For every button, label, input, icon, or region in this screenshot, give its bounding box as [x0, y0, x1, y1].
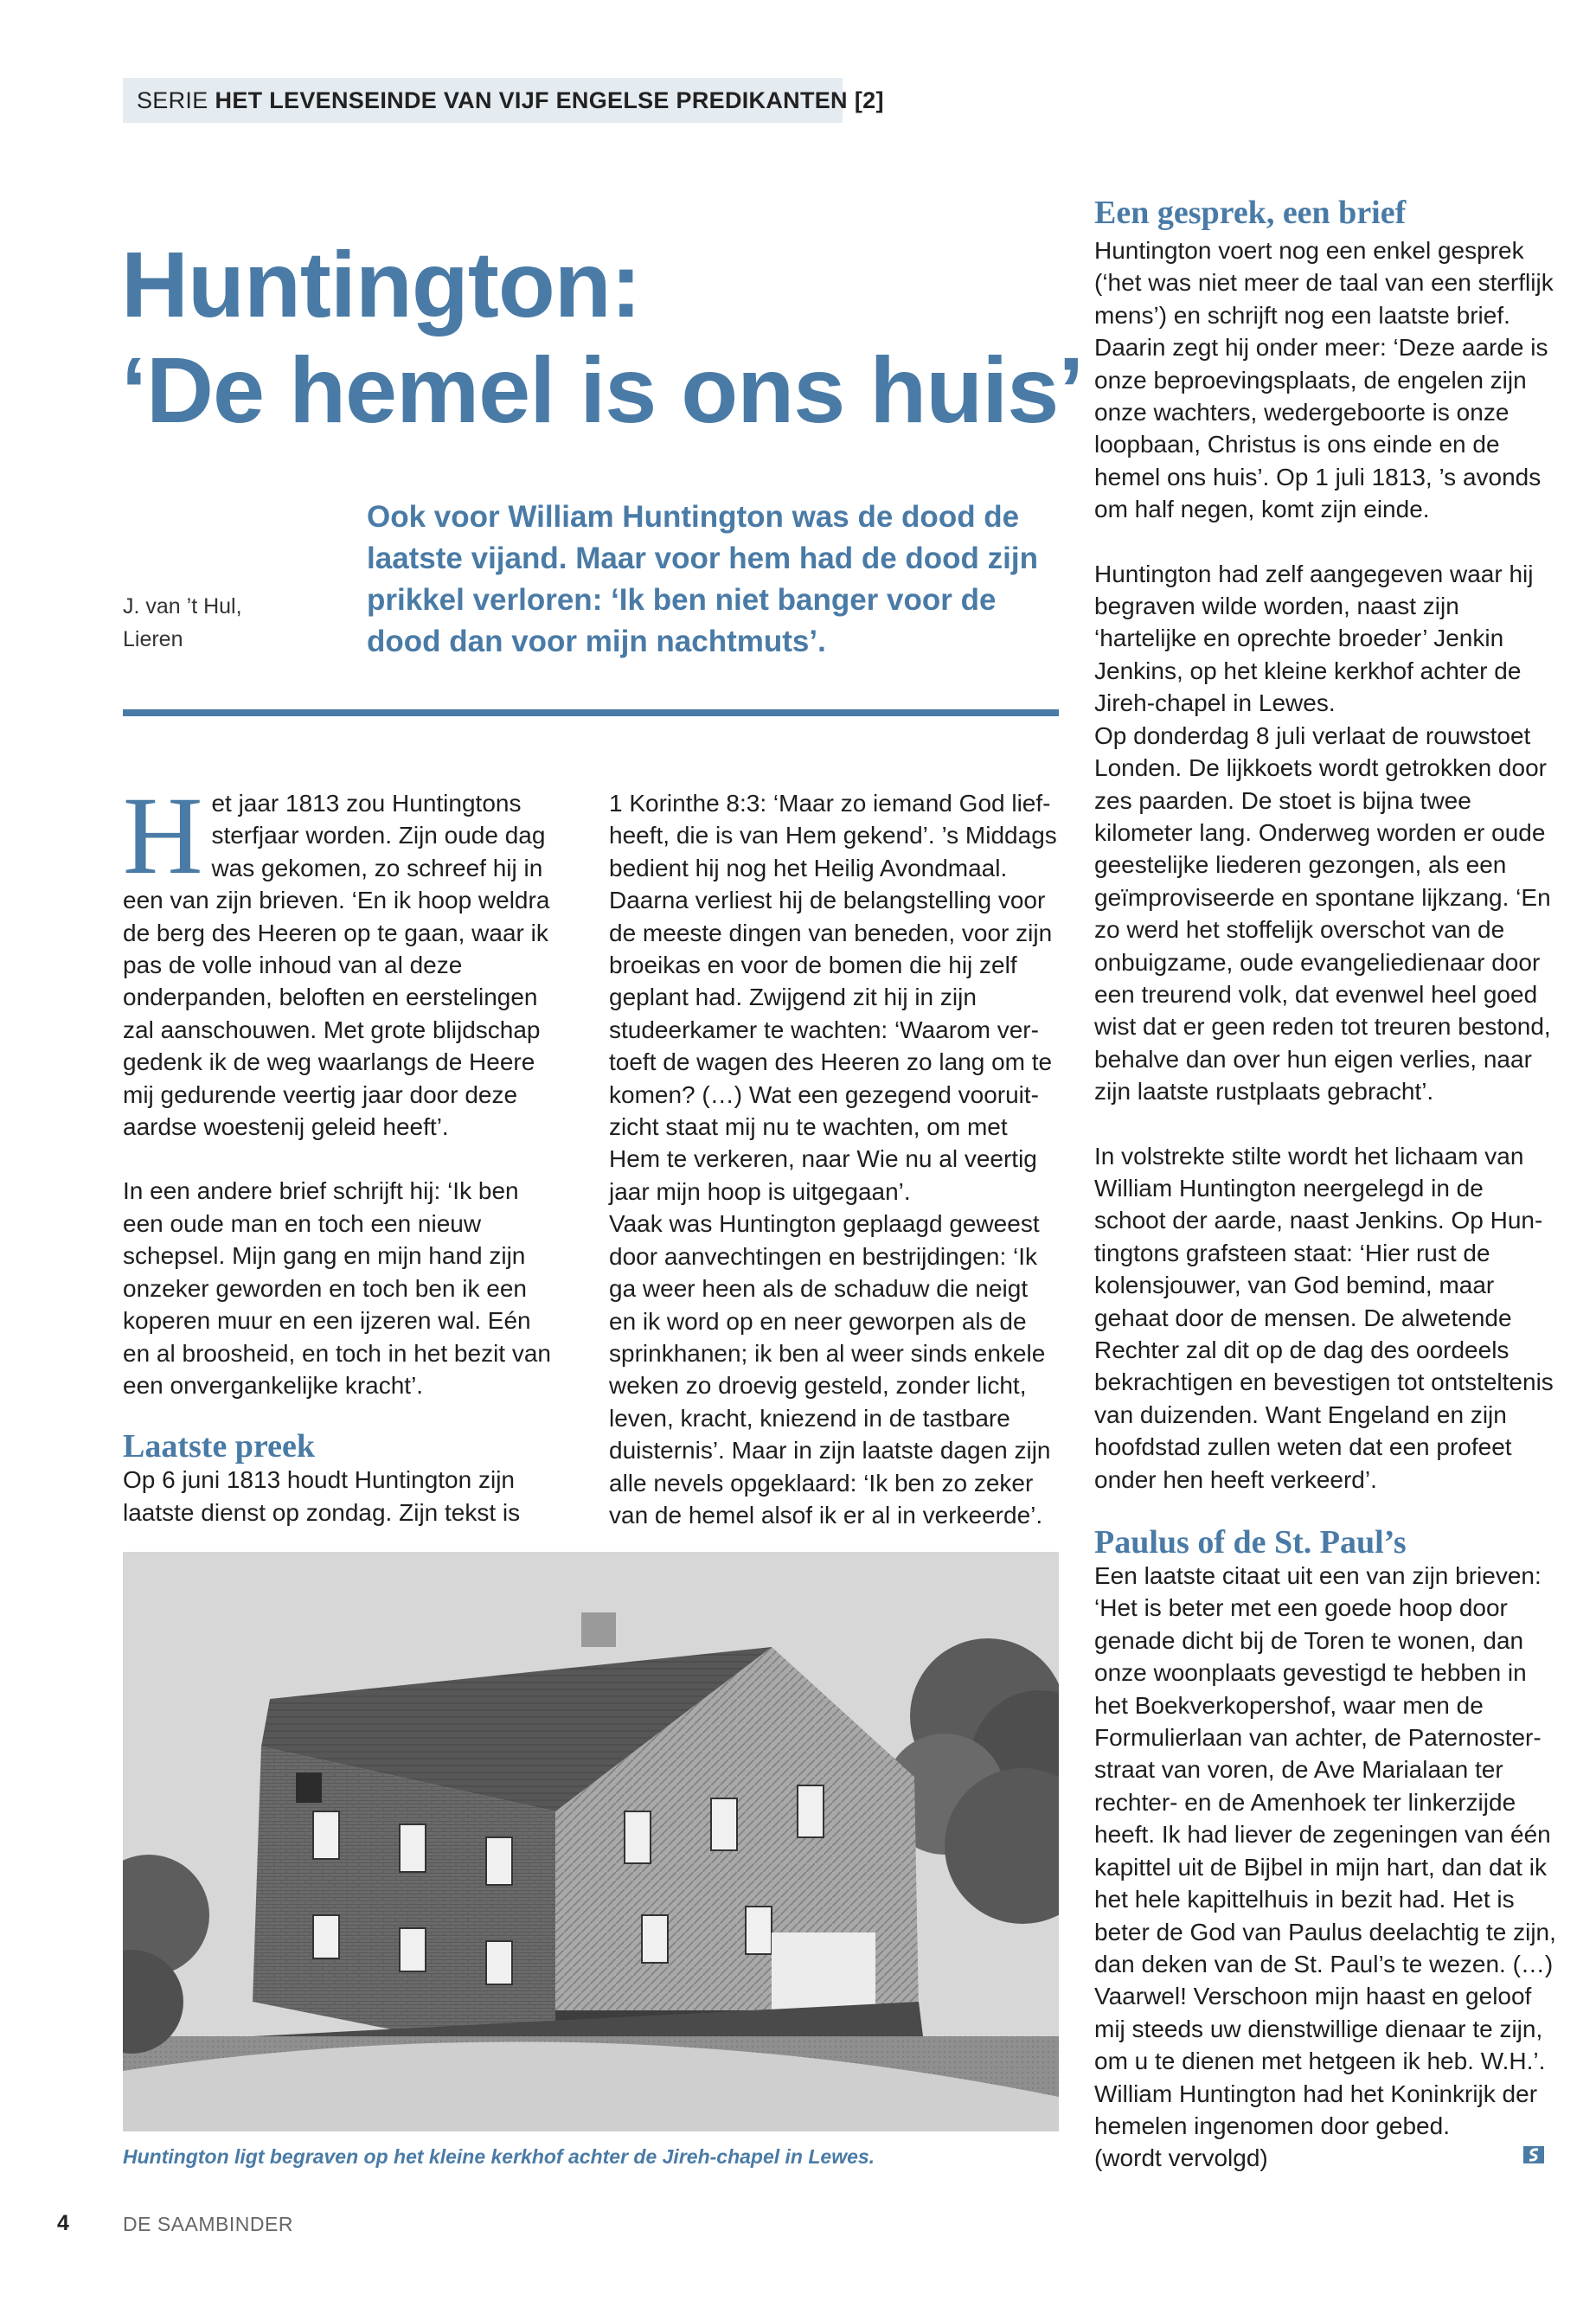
- body-paragraph-4: 1 Korinthe 8:3: ‘Maar zo iemand God liefheeft, die is van Hem gekend’. ’s Middags bedient hij nog het Heilig Avondmaal. Daarna verliest hij de belangstelling voor de meeste dingen van beneden, voor zijn broeikas en voor de bomen die hij zelf geplant had. Zwijgend zit hij in zijn studeerkamer te wachten: ‘Waarom vertoeft de wagen des Heeren zo lang om te komen? (…) Wat een gezegend vooruitzicht staat mij nu te wachten, om met Hem te verkeren, naar Wie nu al veertig jaar mijn hoop is uitgegaan’.: [609, 790, 1057, 1205]
- divider-rule: [123, 709, 1059, 716]
- roof-vent: [581, 1612, 616, 1647]
- subheading-paulus: Paulus of de St. Paul’s: [1094, 1524, 1407, 1561]
- body-paragraph-5: Vaak was Huntington geplaagd geweest door aanvechtingen en bestrijdingen: ‘Ik ga weer heen als de schaduw die neigt en ik word op en neer geworpen als de sprinkhanen; ik ben al weer sinds enkele weken zo droevig gesteld, zonder licht, leven, kracht, kniezend in de tastbare duisternis’. Maar in zijn laatste dagen zijn alle nevels opgeklaard: ‘Ik ben zo zeker van de hemel alsof ik er al in verkeerde’.: [609, 1210, 1051, 1529]
- body-paragraph-8: Op donderdag 8 juli verlaat de rouwstoet Londen. De lijkkoets wordt getrokken door zes paarden. De stoet is bijna twee kilometer lang. Onderweg worden er oude geestelijke liederen gezongen, als een geïmproviseerde en spontane lijkzang. ‘En zo werd het stoffelijk overschot van de onbuigzame, oude evangeliedienaar door een treurend volk, dat evenwel heel goed wist dat er geen reden tot treuren bestond, behalve dan over hun eigen verlies, naar zijn laatste rustplaats gebracht’.: [1094, 721, 1551, 1106]
- photo-caption: Huntington ligt begraven op het kleine kerkhof achter de Jireh-chapel in Lewes.: [123, 2145, 875, 2168]
- chimney: [296, 1772, 322, 1803]
- body-paragraph-7: Huntington had zelf aangegeven waar hij begraven wilde worden, naast zijn ‘hartelijke en oprechte broeder’ Jenkin Jenkins, op het kleine kerkhof achter de Jireh-chapel in Lewes.: [1094, 560, 1534, 717]
- body-paragraph-1: [123, 774, 555, 1143]
- to-be-continued: (wordt vervolgd): [1094, 2144, 1268, 2172]
- paragraph-1-text: et jaar 1813 zou Huntingtons sterfjaar worden. Zijn oude dag was gekomen, zo schreef hij in een van zijn brieven. ‘En ik hoop weldra de berg des Heeren op te gaan, waar ik pas de volle inhoud van al deze onderpanden, beloften en eerstelingen zal aanschouwen. Met grote blijdschap gedenk ik de weg waarlangs de Heere mij gedurende veertig jaar door deze aardse woestenij geleid heeft’.: [123, 790, 550, 1141]
- column-2: [609, 787, 1059, 1531]
- article-title: [121, 232, 1084, 443]
- end-mark-icon: [1522, 2144, 1545, 2166]
- intro-lead: Ook voor William Huntington was de dood de laatste vijand. Maar voor hem had de dood zijn prikkel verloren: ‘Ik ben niet banger voor de dood dan voor mijn nachtmuts’.: [367, 500, 1038, 658]
- author-byline: [123, 590, 242, 656]
- title-line-1: Huntington:: [121, 232, 641, 336]
- series-prefix: SERIE: [137, 87, 208, 113]
- author-place: Lieren: [123, 627, 183, 651]
- drop-cap: H: [123, 774, 203, 897]
- body-paragraph-10: Een laatste citaat uit een van zijn brieven: ‘Het is beter met een goede hoop door genade dicht bij de Toren te wonen, dan onze woonplaats gevestigd te hebben in het Boekverkopershof, waar men de Formulierlaan van achter, de Paternosterstraat van voren, de Ave Marialaan ter rechter- en de Amenhoek ter linkerzijde heeft. Ik had liever de zegeningen van één kapittel uit de Bijbel in mijn hart, dan dat ik het hele kapittelhuis in bezit had. Het is beter de God van Paulus deelachtig te zijn, dan deken van de St. Paul’s te wezen. (…) Vaarwel! Verschoon mijn haast en geloof mij steeds uw dienstwillige dienaar te zijn, om u te dienen met hetgeen ik heb. W.H.’. William Huntington had het Koninkrijk der hemelen ingenomen door gebed.: [1094, 1562, 1556, 2139]
- subheading-laatste-preek: Laatste preek: [123, 1428, 315, 1465]
- body-paragraph-2: In een andere brief schrijft hij: ‘Ik ben een oude man en toch een nieuw schepsel. Mijn gang en mijn hand zijn onzeker geworden en toch ben ik een koperen muur en een ijzeren wal. Eén en al broosheid, en toch in het bezit van een onvergankelijke kracht’.: [123, 1177, 552, 1399]
- magazine-name: DE SAAMBINDER: [123, 2213, 293, 2235]
- series-title: HET LEVENSEINDE VAN VIJF ENGELSE PREDIKANTEN: [215, 87, 848, 113]
- series-banner: [123, 78, 884, 123]
- column-1: [123, 774, 555, 1529]
- author-name: J. van ’t Hul,: [123, 594, 242, 619]
- page-number: 4: [57, 2211, 69, 2235]
- series-part: [2]: [854, 87, 884, 113]
- subheading-gesprek-brief: Een gesprek, een brief: [1094, 195, 1407, 231]
- body-paragraph-6: Huntington voert nog een enkel gesprek (‘het was niet meer de taal van een sterflijk mens’) en schrijft nog een laatste brief. Daarin zegt hij onder meer: ‘Deze aarde is onze beproevingsplaats, de engelen zijn onze wachters, wedergeboorte is onze loopbaan, Christus is ons einde en de hemel ons huis’. Op 1 juli 1813, ’s avonds om half negen, komt zijn einde.: [1094, 237, 1554, 523]
- body-paragraph-3: Op 6 juni 1813 houdt Huntington zijn laatste dienst op zondag. Zijn tekst is: [123, 1466, 521, 1526]
- title-line-2: ‘De hemel is ons huis’: [121, 337, 1084, 442]
- body-paragraph-9: In volstrekte stilte wordt het lichaam van William Huntington neergelegd in de schoot der aarde, naast Jenkins. Op Huntingtons grafsteen staat: ‘Hier rust de kolensjouwer, van God bemind, maar gehaat door de mensen. De alwetende Rechter zal dit op de dag des oordeels bekrachtigen en bevestigen tot ontsteltenis van duizenden. Want Engeland en zijn hoofdstad zullen weten dat een profeet onder hen heeft verkeerd’.: [1094, 1142, 1554, 1493]
- column-3: [1094, 195, 1557, 2175]
- chapel-photo: [123, 1552, 1059, 2131]
